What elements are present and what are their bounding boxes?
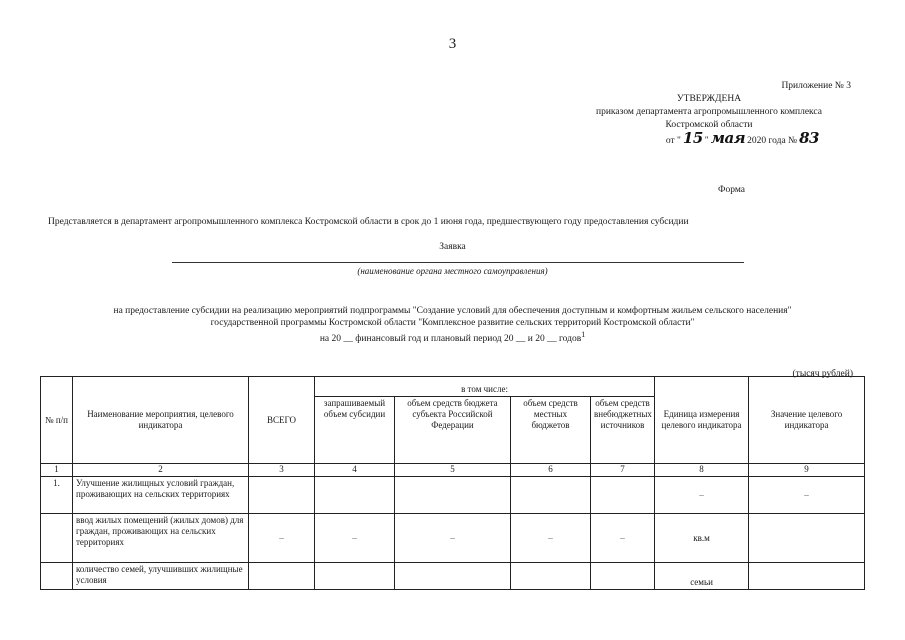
column-number: 9 (749, 464, 865, 477)
row-number: 1. (41, 477, 73, 514)
header-including: в том числе: (315, 377, 655, 397)
handwritten-order-number: 83 (799, 129, 819, 147)
purpose-line-2: государственной программы Костромской области "Комплексное развитие сельских территорий Костромской области" (210, 318, 695, 328)
row-name: Улучшение жилищных условий граждан, проживающих на сельских территориях (73, 477, 249, 514)
purpose-period: на 20 __ финансовый год и плановый период 20 __ и 20 __ годов (319, 334, 582, 345)
column-number-row (41, 464, 865, 477)
footnote-mark: 1 (581, 330, 586, 339)
request-title: Заявка (439, 242, 466, 252)
cell-value (749, 563, 865, 590)
cell-federal: – (395, 514, 511, 563)
request-table (40, 376, 865, 590)
cell-unit: семьи (655, 563, 749, 590)
cell-unit: кв.м (655, 514, 749, 563)
units-label: (тысяч рублей) (792, 369, 853, 379)
approved-label: УТВЕРЖДЕНА (676, 94, 742, 104)
column-number: 1 (41, 464, 73, 477)
approval-block (559, 80, 859, 148)
table-row (41, 477, 865, 514)
cell-unit: – (655, 477, 749, 514)
row-number (41, 514, 73, 563)
order-line-1: приказом департамента агропромышленного комплекса (596, 107, 822, 117)
cell-total (249, 563, 315, 590)
column-number: 7 (591, 464, 655, 477)
cell-extra (591, 563, 655, 590)
cell-requested (315, 477, 395, 514)
column-number: 8 (655, 464, 749, 477)
cell-federal (395, 563, 511, 590)
purpose-line-3 (40, 329, 865, 345)
body-name-caption: (наименование органа местного самоуправления) (357, 266, 548, 276)
submission-note: Представляется в департамент агропромышленного комплекса Костромской области в срок до 1 июня года, предшествующего году предоставления субсидии (48, 217, 689, 227)
header-federal: объем средств бюджета субъекта Российской Федерации (395, 397, 511, 464)
header-name: Наименование мероприятия, целевого индикатора (73, 377, 249, 464)
cell-requested: – (315, 514, 395, 563)
handwritten-day: 15 (682, 129, 703, 147)
header-local: объем средств местных бюджетов (511, 397, 591, 464)
body-name-line (172, 262, 744, 263)
cell-federal (395, 477, 511, 514)
header-requested: запрашиваемый объем субсидии (315, 397, 395, 464)
header-total: ВСЕГО (249, 377, 315, 464)
date-year: 2020 года № (747, 136, 798, 146)
form-label: Форма (717, 185, 745, 195)
cell-extra: – (591, 514, 655, 563)
cell-requested (315, 563, 395, 590)
table-row (41, 563, 865, 590)
purpose-line-1: на предоставление субсидии на реализацию мероприятий подпрограммы "Создание условий для обеспечения доступным и комфортным жильем сельского населения" (113, 306, 792, 316)
cell-value (749, 514, 865, 563)
cell-local (511, 563, 591, 590)
header-value: Значение целевого индикатора (749, 377, 865, 464)
cell-extra (591, 477, 655, 514)
cell-local: – (511, 514, 591, 563)
column-number: 3 (249, 464, 315, 477)
row-name: ввод жилых помещений (жилых домов) для граждан, проживающих на сельских территориях (73, 514, 249, 563)
date-quote: " (704, 136, 709, 146)
order-date-line (559, 129, 859, 148)
table-row (41, 514, 865, 563)
appendix-label: Приложение № 3 (781, 81, 851, 91)
column-number: 6 (511, 464, 591, 477)
date-prefix: от " (665, 136, 681, 146)
header-extra: объем средств внебюджетных источников (591, 397, 655, 464)
page-number: 3 (448, 36, 457, 52)
cell-total (249, 477, 315, 514)
cell-total: – (249, 514, 315, 563)
header-number: № п/п (41, 377, 73, 464)
order-line-2: Костромской области (665, 120, 753, 130)
handwritten-month: мая (710, 129, 746, 147)
header-unit: Единица измерения целевого индикатора (655, 377, 749, 464)
row-name: количество семей, улучшивших жилищные условия (73, 563, 249, 590)
column-number: 4 (315, 464, 395, 477)
cell-local (511, 477, 591, 514)
cell-value: – (749, 477, 865, 514)
request-purpose (40, 305, 865, 345)
column-number: 2 (73, 464, 249, 477)
row-number (41, 563, 73, 590)
column-number: 5 (395, 464, 511, 477)
